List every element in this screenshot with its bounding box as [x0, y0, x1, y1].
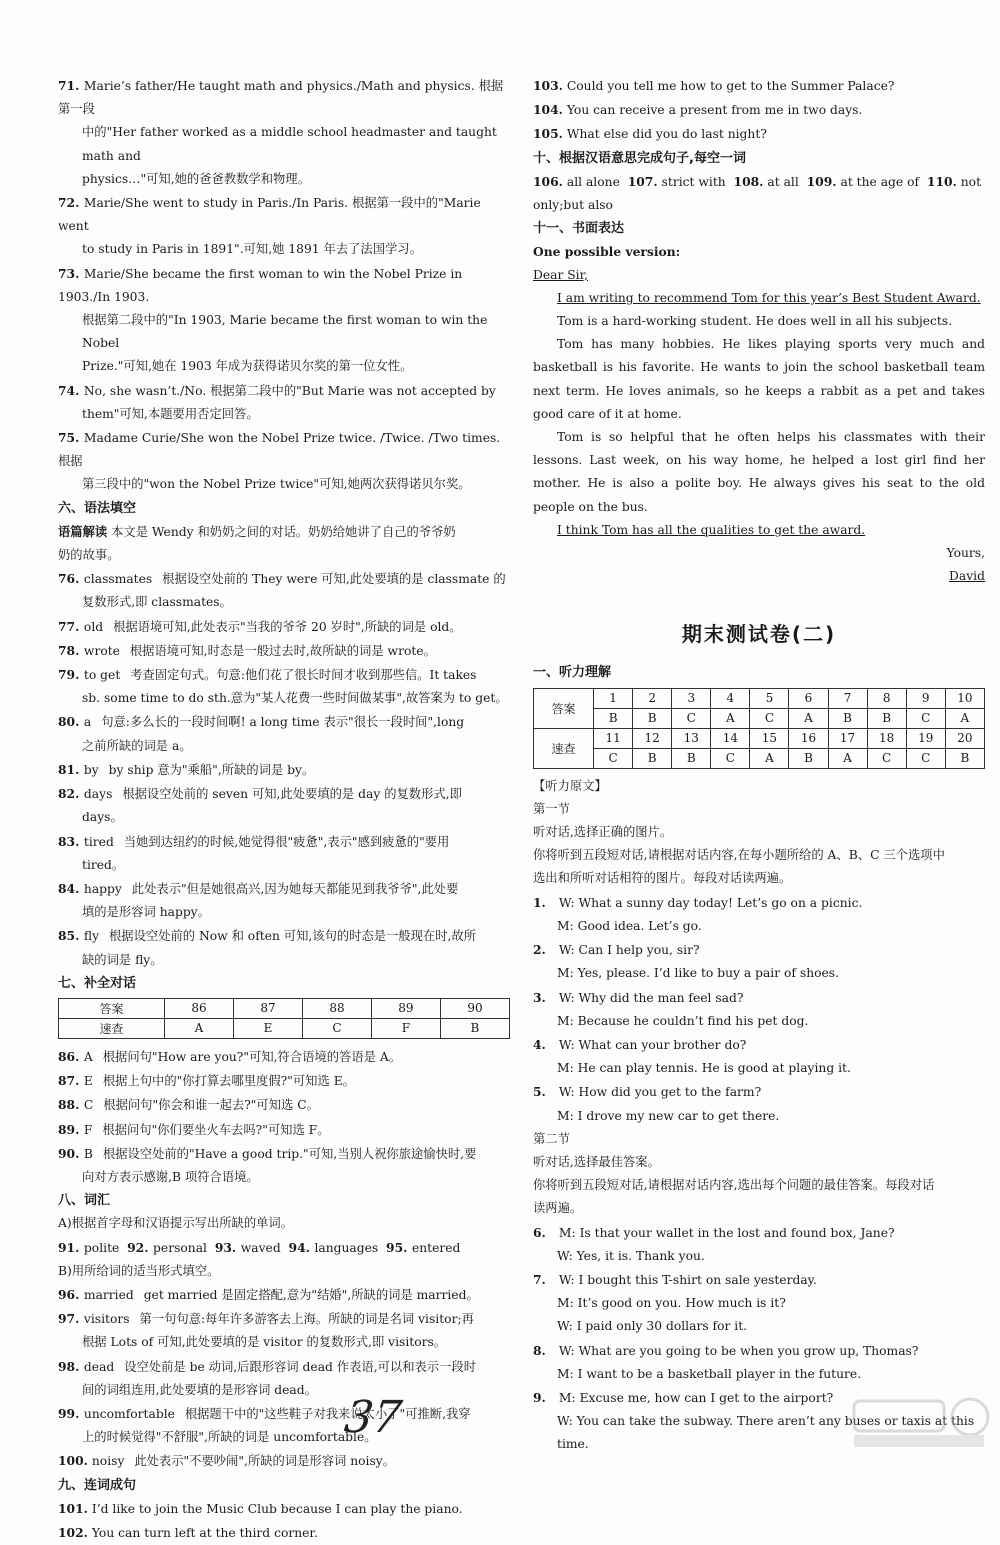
section-heading-7: 七、补全对话	[58, 975, 137, 991]
answer-80: 80. a 句意:多么长的一段时间啊! a long time 表示"很长一段时间",long 之前所缺的词是 a。	[58, 714, 465, 753]
answer-75: 75. Madame Curie/She won the Nobel Prize twice. /Twice. /Two times. 根据 第三段中的"won the Nobel Prize twice"可知,她两次获得诺贝尔奖。	[58, 430, 501, 492]
question-number-cell-9: 19	[906, 728, 945, 748]
right-column: 103. Could you tell me how to get to the Summer Palace? 104. You can receive a present from me in two days. 105. What else did you do last night? 十、根据汉语意思完成句子,每空一词 106. all alone 107. strict with 108. at all 109. at the age of 110. not only;but also 十一、书面表达 One possible version: Dear Sir, I am writing to recommend Tom for this year’s Best Student Award. Tom is a hard-working student. He does well in all his subjects. Tom has many hobbies. He likes playing sports very much and basketball is his favorite. He wants to join the school basketball team next term. He loves animals, so he keeps a rabbit as a pet and takes good care of it at home. Tom is so helpful that he often helps his classmates with their lessons. Last week, on his way home, he helped a lost girl find her mother. He is also a polite boy. He always gives his seat to the old people on the bus. I think Tom has all the qualities to get the award. Yours, David 期末测试卷(二) 一、听力理解 答案 1 2 3 4 5 6 7 8 9 10 B B C A C A B B C A 速查 11 12 13 14 15 16 17 18 19 20 C B B C A B A C C B 【听力原文】 第一节 听对话,选择正确的图片。 你将听到五段短对话,请根据对话内容,在每小题所给的 A、B、C 三个选项中 选出和所听对话相符的图片。每段对话读两遍。 1. W: What a sunny day today! Let’s go on a picnic. M: Good idea. Let’s go. 2. W: Can I help you, sir? M: Yes, please. I’d like to buy a pair of shoes. 3. W: Why did the man feel sad? M: Because he couldn’t find his pet dog. 4. W: What can your brother do? M: He can play tennis. He is good at playing it. 5. W: How did you get to the farm? M: I drove my new car to get there. 第二节 听对话,选择最佳答案。 你将听到五段短对话,请根据对话内容,选出每个问题的最佳答案。每段对话 读两遍。 6. M: Is that your wallet in the lost and found box, Jane? W: Yes, it is. Thank you. 7. W: I bought this T-shirt on sale yesterday. M: It’s good on you. How much is it? W: I paid only 30 dollars for it. 8. W: What are you going to be when you grow up, Thomas? M: I want to be a basketball player in the future. 9. M: Excuse me, how can I get to the airport? W: You can take the subway. There aren’t any buses or taxis at this time.	[533, 74, 985, 1457]
section-heading-10: 十、根据汉语意思完成句子,每空一词	[533, 150, 746, 166]
dialogue-2: 2. W: Can I help you, sir? M: Yes, please. I’d like to buy a pair of shoes.	[533, 942, 840, 981]
question-number-cell-3: 3	[672, 688, 711, 708]
answer-cell-10: A	[945, 708, 984, 728]
left-column: 71. Marie’s father/He taught math and physics./Math and physics. 根据第一段 中的"Her father worked as a middle school headmaster and taught math and physics…"可知,她的爸爸教数学和物理。 72. Marie/She went to study in Paris./In Paris. 根据第一段中的"Marie went to study in Paris in 1891".可知,她 1891 年去了法国学习。 73. Marie/She became the first woman to win the Nobel Prize in 1903./In 1903. 根据第二段中的"In 1903, Marie became the first woman to win the Nobel Prize."可知,她在 1903 年成为获得诺贝尔奖的第一位女性。 74. No, she wasn’t./No. 根据第二段中的"But Marie was not accepted by them"可知,本题要用否定回答。 75. Madame Curie/She won the Nobel Prize twice. /Twice. /Two times. 根据 第三段中的"won the Nobel Prize twice"可知,她两次获得诺贝尔奖。 六、语法填空 语篇解读 本文是 Wendy 和奶奶之间的对话。奶奶给她讲了自己的爷爷奶 奶的故事。 76. classmates 根据设空处前的 They were 可知,此处要填的是 classmate 的 复数形式,即 classmates。 77. old 根据语境可知,此处表示"当我的爷爷 20 岁时",所缺的词是 old。 78. wrote 根据语境可知,时态是一般过去时,故所缺的词是 wrote。 79. to get 考查固定句式。句意:他们花了很长时间才收到那些信。It takes sb. some time to do sth.意为"某人花费一些时间做某事",故答案为 to get。 80. a 句意:多么长的一段时间啊! a long time 表示"很长一段时间",long 之前所缺的词是 a。 81. by by ship 意为"乘船",所缺的词是 by。 82. days 根据设空处前的 seven 可知,此处要填的是 day 的复数形式,即 days。 83. tired 当她到达纽约的时候,她觉得很"疲惫",表示"感到疲惫的"要用 tired。 84. happy 此处表示"但是她很高兴,因为她每天都能见到我爷爷",此处要 填的是形容词 happy。 85. fly 根据设空处前的 Now 和 often 可知,该句的时态是一般现在时,故所 缺的词是 fly。 七、补全对话 答案 86 87 88 89 90 速查 A E C F B 86. A 根据问句"How are you?"可知,符合语境的答语是 A。 87. E 根据上句中的"你打算去哪里度假?"可知选 E。 88. C 根据问句"你会和谁一起去?"可知选 C。 89. F 根据问句"你们要坐火车去吗?"可知选 F。 90. B 根据设空处前的"Have a good trip."可知,当别人祝你旅途愉快时,要 向对方表示感谢,B 项符合语境。 八、词汇 A)根据首字母和汉语提示写出所缺的单词。 91. polite 92. personal 93. waved 94. languages 95. entered B)用所给词的适当形式填空。 96. married get married 是固定搭配,意为"结婚",所缺的词是 married。 97. visitors 第一句句意:每年许多游客去上海。所缺的词是名词 visitor;再 根据 Lots of 可知,此处要填的是 visitor 的复数形式,即 visitors。 98. dead 设空处前是 be 动词,后跟形容词 dead 作表语,可以和表示一段时 间的词组连用,此处要填的是形容词 dead。 99. uncomfortable 根据题干中的"这些鞋子对我来说太小了"可推断,我穿 上的时候觉得"不舒服",所缺的词是 uncomfortable。 100. noisy 此处表示"不要吵闹",所缺的词是形容词 noisy。 九、连词成句 101. I’d like to join the Music Club because I can play the piano. 102. You can turn left at the third corner.	[58, 74, 510, 1545]
question-number-cell-2: 2	[633, 688, 672, 708]
answer-cell-3: B	[672, 748, 711, 768]
dialogue-8: 8. W: What are you going to be when you grow up, Thomas? M: I want to be a basketball player in the future.	[533, 1342, 919, 1381]
part-2-label: 第二节	[533, 1131, 570, 1146]
answer-87: 87. E 根据上句中的"你打算去哪里度假?"可知选 E。	[58, 1073, 355, 1089]
part-2-instruction: 你将听到五段短对话,请根据对话内容,选出每个问题的最佳答案。每段对话	[533, 1178, 935, 1193]
question-number-cell-7: 7	[828, 688, 867, 708]
answers-91-95: 91. polite 92. personal 93. waved 94. languages 95. entered	[58, 1239, 461, 1255]
part-1-task: 听对话,选择正确的图片。	[533, 825, 673, 840]
answer-100: 100. noisy 此处表示"不要吵闹",所缺的词是形容词 noisy。	[58, 1453, 396, 1469]
letter-paragraph-3: Tom has many hobbies. He likes playing sports very much and basketball is his favorite. He wants to join the school basketball team next term. He loves animals, so he keeps a rabbit as a pet and takes good care of it at home.	[533, 337, 985, 421]
answer-88: 88. C 根据问句"你会和谁一起去?"可知选 C。	[58, 1097, 319, 1113]
letter-paragraph-4: Tom is so helpful that he often helps his classmates with their lessons. Last week, on his way home, he helped a lost girl find her mother. He is also a polite boy. He always gives his seat to the old people on the bus.	[533, 430, 985, 514]
part-2-task: 听对话,选择最佳答案。	[533, 1154, 660, 1169]
transcript-label: 【听力原文】	[533, 778, 607, 793]
answer-cell-10: B	[945, 748, 984, 768]
answer-cell-7: A	[828, 748, 867, 768]
answer-110-continued: only;but also	[533, 198, 613, 213]
question-number-cell-10: 10	[945, 688, 984, 708]
question-number-cell-5: 5	[750, 688, 789, 708]
answer-90: 90. B 根据设空处前的"Have a good trip."可知,当别人祝你旅途愉快时,要 向对方表示感谢,B 项符合语境。	[58, 1145, 477, 1184]
dialogue-3: 3. W: Why did the man feel sad? M: Because he couldn’t find his pet dog.	[533, 989, 809, 1028]
answer-cell-1: C	[594, 748, 633, 768]
question-number-cell-9: 9	[906, 688, 945, 708]
answer-cell-5: C	[750, 708, 789, 728]
answer-82: 82. days 根据设空处前的 seven 可知,此处要填的是 day 的复数形式,即 days。	[58, 786, 462, 825]
answer-81: 81. by by ship 意为"乘船",所缺的词是 by。	[58, 761, 315, 777]
letter-closing: Yours,	[946, 546, 985, 561]
answer-cell-6: B	[789, 748, 828, 768]
answer-86: 86. A 根据问句"How are you?"可知,符合语境的答语是 A。	[58, 1048, 402, 1064]
answer-102: 102. You can turn left at the third corner.	[58, 1524, 318, 1540]
answer-99: 99. uncomfortable 根据题干中的"这些鞋子对我来说太小了"可推断,我穿 上的时候觉得"不舒服",所缺的词是 uncomfortable。	[58, 1405, 471, 1445]
answer-table-86-90: 答案 86 87 88 89 90 速查 A E C F B	[58, 998, 510, 1039]
answer-cell-2: B	[633, 708, 672, 728]
vocab-part-a-instruction: A)根据首字母和汉语提示写出所缺的单词。	[58, 1216, 294, 1231]
question-number-cell-1: 1	[594, 688, 633, 708]
exam-title: 期末测试卷(二)	[681, 622, 837, 647]
letter-paragraph-5: I think Tom has all the qualities to get the award.	[557, 522, 866, 537]
passage-analysis: 语篇解读 本文是 Wendy 和奶奶之间的对话。奶奶给她讲了自己的爷爷奶	[58, 523, 456, 539]
handwritten-page-number: 37	[341, 1392, 405, 1443]
question-number-cell-4: 4	[711, 688, 750, 708]
question-number-cell-4: 14	[711, 728, 750, 748]
section-heading-11: 十一、书面表达	[533, 221, 625, 237]
answer-cell-9: C	[906, 708, 945, 728]
question-number-cell-5: 15	[750, 728, 789, 748]
answer-71: 71. Marie’s father/He taught math and physics./Math and physics. 根据第一段 中的"Her father worked as a middle school headmaster and taught math and physics…"可知,她的爸爸教数学和物理。	[58, 78, 504, 186]
sample-version-label: One possible version:	[533, 244, 681, 260]
question-number-cell-6: 16	[789, 728, 828, 748]
answer-76: 76. classmates 根据设空处前的 They were 可知,此处要填的是 classmate 的 复数形式,即 classmates。	[58, 571, 506, 610]
answer-101: 101. I’d like to join the Music Club because I can play the piano.	[58, 1500, 463, 1516]
letter-signature: David	[949, 569, 985, 584]
dialogue-9: 9. M: Excuse me, how can I get to the airport? W: You can take the subway. There aren’t any buses or taxis at this time.	[533, 1389, 975, 1452]
question-number-cell-3: 13	[672, 728, 711, 748]
section-heading-6: 六、语法填空	[58, 500, 137, 516]
dialogue-7: 7. W: I bought this T-shirt on sale yesterday. M: It’s good on you. How much is it? W: I paid only 30 dollars for it.	[533, 1271, 817, 1334]
answer-cell-5: A	[750, 748, 789, 768]
answer-cell-4: C	[711, 748, 750, 768]
answer-98: 98. dead 设空处前是 be 动词,后跟形容词 dead 作表语,可以和表示一段时 间的词组连用,此处要填的是形容词 dead。	[58, 1358, 476, 1397]
answer-104: 104. You can receive a present from me in two days.	[533, 102, 863, 118]
section-heading-1: 一、听力理解	[533, 665, 612, 681]
answer-105: 105. What else did you do last night?	[533, 126, 767, 142]
question-number-cell-10: 20	[945, 728, 984, 748]
question-number-cell-6: 6	[789, 688, 828, 708]
question-number-cell-8: 18	[867, 728, 906, 748]
dialogue-4: 4. W: What can your brother do? M: He can play tennis. He is good at playing it.	[533, 1036, 851, 1076]
part-1-instruction: 你将听到五段短对话,请根据对话内容,在每小题所给的 A、B、C 三个选项中	[533, 848, 945, 863]
dialogue-1: 1. W: What a sunny day today! Let’s go on a picnic. M: Good idea. Let’s go.	[533, 894, 863, 933]
answer-74: 74. No, she wasn’t./No. 根据第二段中的"But Marie was not accepted by them"可知,本题要用否定回答。	[58, 382, 496, 421]
answer-cell-6: A	[789, 708, 828, 728]
answer-96: 96. married get married 是固定搭配,意为"结婚",所缺的词是 married。	[58, 1286, 479, 1302]
answer-cell-9: C	[906, 748, 945, 768]
letter-paragraph-2: Tom is a hard-working student. He does well in all his subjects.	[557, 314, 953, 329]
answers-106-110: 106. all alone 107. strict with 108. at all 109. at the age of 110. not	[533, 173, 982, 189]
answer-cell-7: B	[828, 708, 867, 728]
answer-85: 85. fly 根据设空处前的 Now 和 often 可知,该句的时态是一般现在时,故所 缺的词是 fly。	[58, 928, 477, 967]
answer-cell-1: B	[594, 708, 633, 728]
answer-table-1-20: 答案 1 2 3 4 5 6 7 8 9 10 B B C A C A B B C A 速查 11 12 13 14 15 16 17 18 19 20 C B B C A B A C C B	[533, 688, 985, 769]
question-number-cell-7: 17	[828, 728, 867, 748]
answer-103: 103. Could you tell me how to get to the Summer Palace?	[533, 78, 895, 93]
answer-cell-2: B	[633, 748, 672, 768]
letter-salutation: Dear Sir,	[533, 267, 589, 282]
dialogue-5: 5. W: How did you get to the farm? M: I drove my new car to get there.	[533, 1084, 780, 1123]
part-1-label: 第一节	[533, 801, 570, 816]
vocab-part-b-instruction: B)用所给词的适当形式填空。	[58, 1263, 220, 1278]
question-number-cell-1: 11	[594, 728, 633, 748]
answer-84: 84. happy 此处表示"但是她很高兴,因为她每天都能见到我爷爷",此处要 填的是形容词 happy。	[58, 880, 459, 920]
watermark-stamp-icon	[850, 1395, 995, 1450]
section-heading-9: 九、连词成句	[58, 1477, 137, 1493]
answer-79: 79. to get 考查固定句式。句意:他们花了很长时间才收到那些信。It takes sb. some time to do sth.意为"某人花费一些时间做某事",故答案为 to get。	[58, 667, 508, 706]
answer-77: 77. old 根据语境可知,此处表示"当我的爷爷 20 岁时",所缺的词是 old。	[58, 618, 462, 634]
answer-78: 78. wrote 根据语境可知,时态是一般过去时,故所缺的词是 wrote。	[58, 642, 436, 658]
section-heading-8: 八、词汇	[58, 1193, 111, 1209]
answer-89: 89. F 根据问句"你们要坐火车去吗?"可知选 F。	[58, 1121, 330, 1137]
answer-cell-3: C	[672, 708, 711, 728]
question-number-cell-8: 8	[867, 688, 906, 708]
answer-72: 72. Marie/She went to study in Paris./In Paris. 根据第一段中的"Marie went to study in Paris in 1891".可知,她 1891 年去了法国学习。	[58, 195, 481, 257]
answer-73: 73. Marie/She became the first woman to win the Nobel Prize in 1903./In 1903. 根据第二段中的"In 1903, Marie became the first woman to win the Nobel Prize."可知,她在 1903 年成为获得诺贝尔奖的第一位女性。	[58, 265, 488, 374]
answer-cell-8: C	[867, 748, 906, 768]
answer-97: 97. visitors 第一句句意:每年许多游客去上海。所缺的词是名词 visitor;再 根据 Lots of 可知,此处要填的是 visitor 的复数形式,即 visitors。	[58, 1311, 474, 1350]
answer-83: 83. tired 当她到达纽约的时候,她觉得很"疲惫",表示"感到疲惫的"要用 tired。	[58, 833, 450, 872]
answer-cell-8: B	[867, 708, 906, 728]
dialogue-6: 6. M: Is that your wallet in the lost and found box, Jane? W: Yes, it is. Thank you.	[533, 1224, 895, 1263]
letter-paragraph-1: I am writing to recommend Tom for this year’s Best Student Award.	[557, 290, 981, 305]
question-number-cell-2: 12	[633, 728, 672, 748]
answer-cell-4: A	[711, 708, 750, 728]
